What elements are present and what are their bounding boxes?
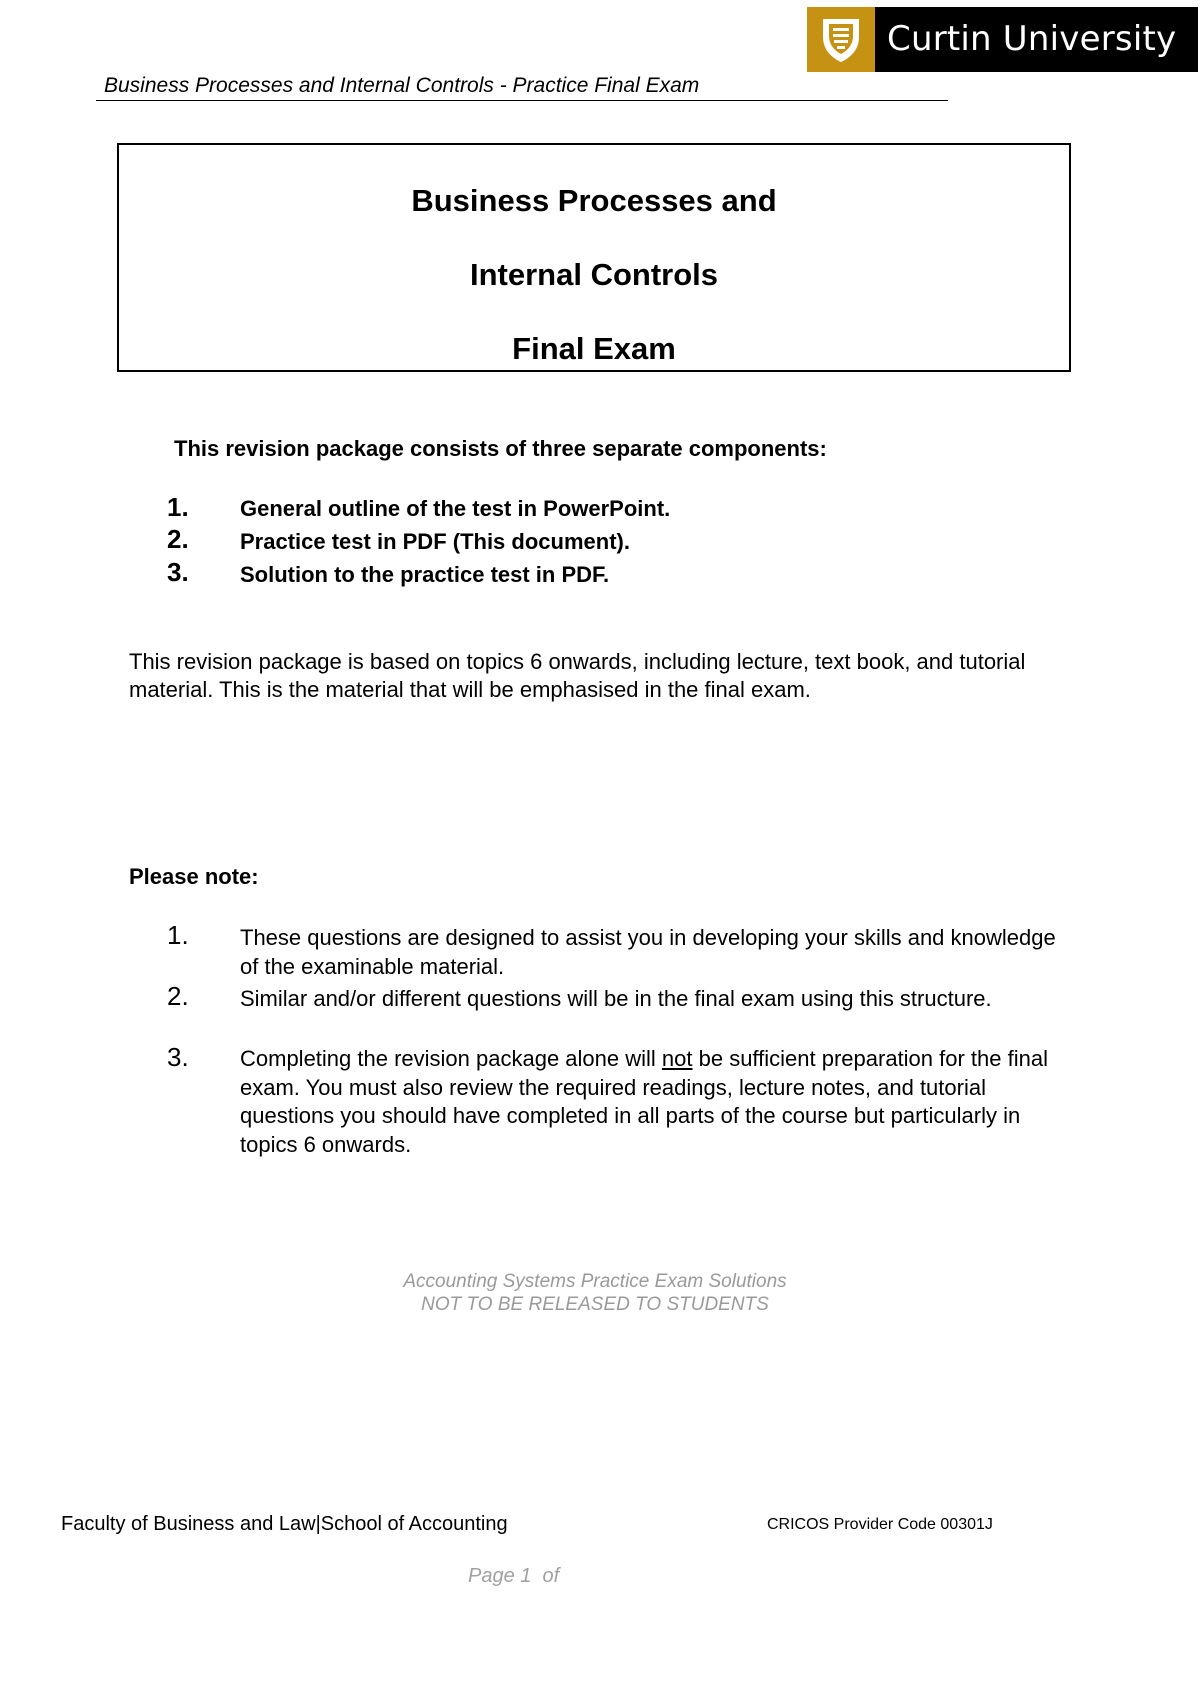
page-number: Page 1 of — [468, 1565, 560, 1587]
body-paragraph: This revision package is based on topics 6 onwards, including lecture, text book, and tutorial material. This is the material that will be emphasised in the final exam. — [129, 649, 1026, 702]
component-text: General outline of the test in PowerPoint. — [240, 496, 671, 521]
note-heading: Please note: — [129, 864, 259, 889]
note-number: 1. — [167, 920, 189, 950]
footer-cricos: CRICOS Provider Code 00301J — [767, 1516, 993, 1533]
component-text: Practice test in PDF (This document). — [240, 529, 630, 554]
footer-faculty: Faculty of Business and Law|School of Accounting — [61, 1513, 508, 1535]
note-number: 3. — [167, 1042, 189, 1072]
note-text — [240, 1045, 1060, 1159]
components-intro: This revision package consists of three separate components: — [174, 436, 827, 461]
logo-text: Curtin University — [887, 19, 1177, 59]
note-emphasis: not — [661, 1046, 693, 1071]
title-line-3: Final Exam — [512, 331, 676, 366]
logo-mark — [807, 7, 875, 72]
title-line-1: Business Processes and — [411, 183, 777, 218]
component-text: Solution to the practice test in PDF. — [240, 562, 610, 587]
note-text-part: be sufficient preparation for the final exam. You must also review the required readings, lecture notes, and tutorial questions you should have completed in all parts of the course but particularly in topics 6 onwards. — [240, 1046, 1048, 1157]
running-header-text: Business Processes and Internal Controls - Practice Final Exam — [104, 74, 700, 97]
curtin-shield-icon — [821, 17, 861, 63]
note-text: Similar and/or different questions will be in the final exam using this structure. — [240, 986, 992, 1011]
running-header — [96, 74, 948, 101]
title-line-2: Internal Controls — [469, 257, 718, 292]
title-box — [117, 143, 1071, 372]
component-number: 1. — [167, 492, 189, 522]
watermark-line-2: NOT TO BE RELEASED TO STUDENTS — [421, 1294, 769, 1315]
curtin-university-logo — [807, 7, 1198, 72]
component-number: 2. — [167, 524, 189, 554]
note-text: These questions are designed to assist you in developing your skills and knowledge of the examinable material. — [240, 925, 1056, 979]
note-number: 2. — [167, 981, 189, 1011]
note-text-part: Completing the revision package alone will — [240, 1046, 662, 1071]
component-number: 3. — [167, 557, 189, 587]
watermark-line-1: Accounting Systems Practice Exam Solutions — [403, 1271, 787, 1292]
